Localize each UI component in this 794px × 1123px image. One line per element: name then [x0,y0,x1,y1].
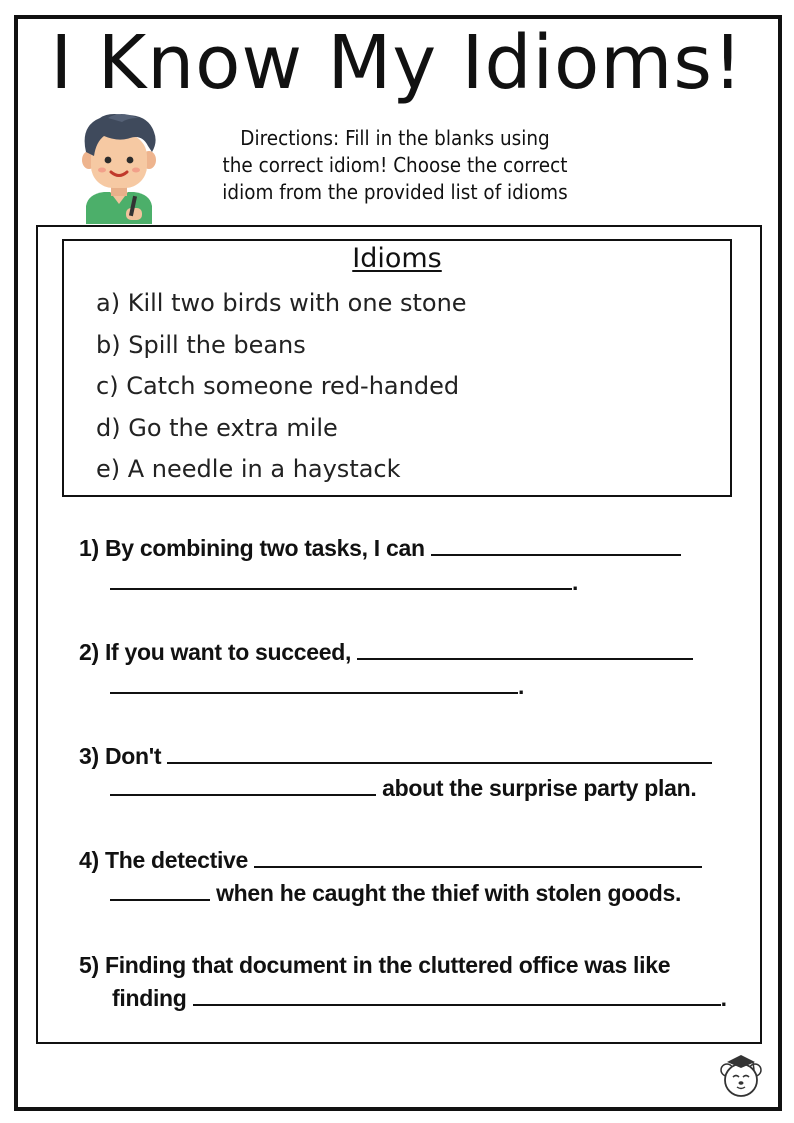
answer-blank[interactable] [431,534,681,556]
question-3-line-2 [110,774,696,802]
answer-blank[interactable] [110,774,376,796]
question-1-line-2 [110,568,578,596]
question-1-text: 1) By combining two tasks, I can [79,535,425,561]
question-5-text: 5) Finding that document in the cluttered office was like [79,952,671,978]
question-3-continuation: about the surprise party plan. [382,775,697,801]
directions-text [206,125,583,206]
question-5-continuation: finding [112,985,187,1011]
idiom-item: a) Kill two birds with one stone [96,289,467,317]
idiom-list-box [62,239,732,497]
question-2-line-1 [79,638,693,666]
question-5-line-2 [112,984,727,1012]
answer-blank[interactable] [110,672,518,694]
idiom-list-heading: Idioms [352,243,442,274]
question-4-line-2 [110,879,681,907]
answer-blank[interactable] [167,742,712,764]
directions-line: Directions: Fill in the blanks using [240,126,550,150]
directions-line: the correct idiom! Choose the correct [222,153,568,177]
question-3-line-1 [79,742,712,770]
question-4-text: 4) The detective [79,847,249,873]
question-4-continuation: when he caught the thief with stolen goods. [216,880,682,906]
question-4-line-1 [79,846,702,874]
idiom-item: d) Go the extra mile [96,413,338,442]
question-1-line-1 [79,534,681,562]
boy-with-pencil-icon [78,112,160,224]
question-3-text: 3) Don't [79,743,162,769]
answer-blank[interactable] [193,984,721,1006]
question-2-text: 2) If you want to succeed, [79,639,352,665]
answer-blank[interactable] [254,846,702,868]
worksheet-title: I Know My Idioms! [50,20,744,106]
answer-blank[interactable] [110,568,572,590]
graduate-panda-logo-icon [718,1052,764,1098]
idiom-item: c) Catch someone red-handed [96,372,460,400]
answer-blank[interactable] [357,638,693,660]
answer-blank[interactable] [110,879,210,901]
question-5-end: . [720,985,727,1011]
question-2-end: . [518,673,525,699]
idiom-list [96,283,467,491]
question-5-line-1 [79,952,670,979]
directions-line: idiom from the provided list of idioms [222,180,568,204]
idiom-item: b) Spill the beans [96,330,306,359]
question-2-line-2 [110,672,524,700]
idiom-item: e) A needle in a haystack [96,455,401,483]
question-1-end: . [572,569,579,595]
